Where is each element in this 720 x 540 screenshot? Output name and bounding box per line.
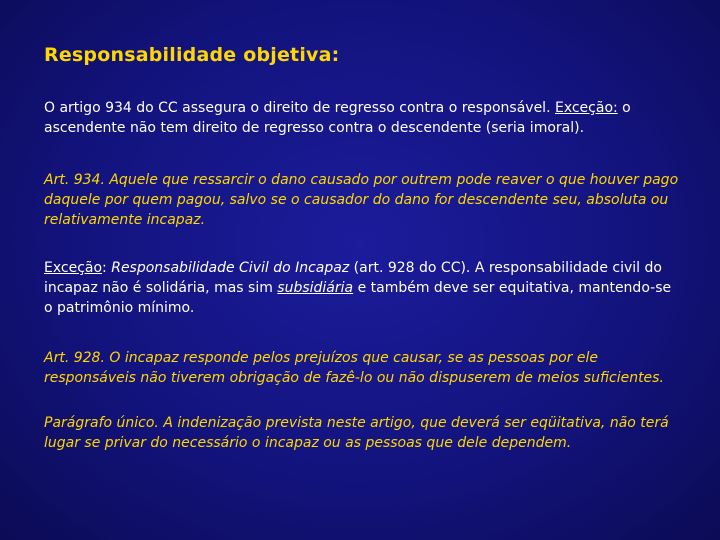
paragraph-text: O artigo 934 do CC assegura o direito de regresso contra o responsável. — [44, 100, 555, 116]
paragraph-text: o ascendente não tem direito de regresso contra o descendente (seria imoral). — [44, 100, 631, 136]
slide-title: Responsabilidade objetiva: — [44, 44, 340, 66]
excecao-label: Exceção — [44, 260, 103, 276]
article-text: Aquele que ressarcir o dano causado por outrem pode reaver o que houver pago daquele por quem pagou, salvo se o causador do dano for descendente seu, absoluta ou relativamente incapaz. — [44, 172, 679, 228]
article-label: Art. 934. — [44, 172, 105, 188]
incapaz-title: Responsabilidade Civil do Incapaz — [111, 260, 350, 276]
paragraph-art-928 — [44, 348, 684, 388]
paragraph-art-934 — [44, 170, 684, 230]
paragraph-paragrafo-unico: Parágrafo único. A indenização prevista neste artigo, que deverá ser eqüitativa, não terá lugar se privar do necessário o incapaz ou as pessoas que dele dependem. — [44, 415, 669, 451]
article-label: Art. 928. — [44, 350, 105, 366]
article-text: O incapaz responde pelos prejuízos que causar, se as pessoas por ele responsáveis não tiverem obrigação de fazê-lo ou não dispuserem de meios suficientes. — [44, 350, 664, 386]
paragraph-direito-regresso — [44, 98, 684, 138]
paragraph-excecao-incapaz — [44, 258, 684, 318]
paragraph-text: e também deve ser equitativa, mantendo-se o patrimônio mínimo. — [44, 280, 672, 316]
excecao-label: Exceção: — [554, 100, 618, 116]
subsidiaria-term: subsidiária — [277, 280, 354, 296]
colon: : — [102, 260, 112, 276]
paragraph-text: (art. 928 do CC). A responsabilidade civil do incapaz não é solidária, mas sim — [44, 260, 662, 296]
